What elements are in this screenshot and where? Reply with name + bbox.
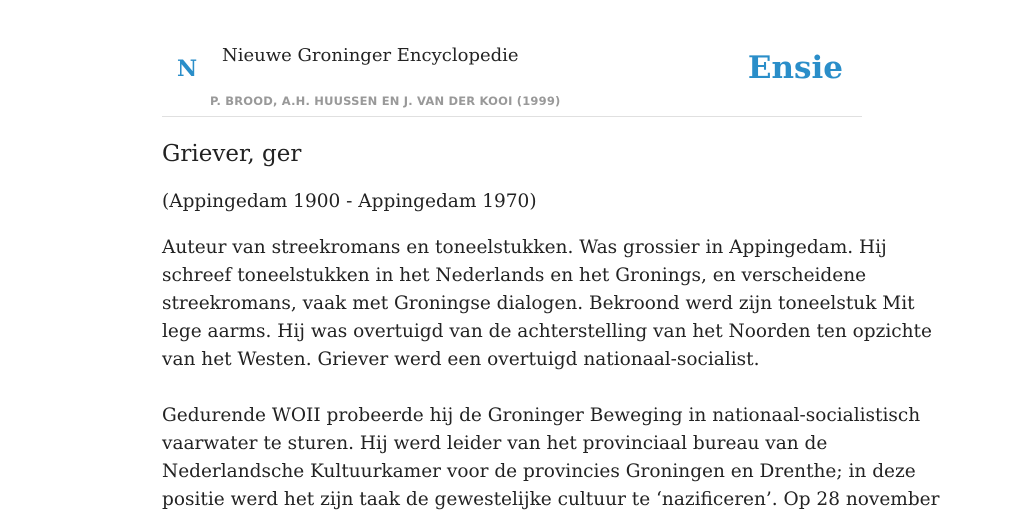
paragraph-line: Auteur van streekromans en toneelstukken. Was grossier in Appingedam. Hij xyxy=(162,237,887,258)
paragraph-line: positie werd het zijn taak de gewestelijke cultuur te ‘nazificeren’. Op 28 november xyxy=(162,489,940,510)
paragraph-line: vaarwater te sturen. Hij werd leider van het provinciaal bureau van de xyxy=(162,433,828,454)
header xyxy=(162,0,862,117)
paragraph-line: lege aarms. Hij was overtuigd van de achterstelling van het Noorden ten opzichte xyxy=(162,321,932,342)
paragraph-line: van het Westen. Griever werd een overtuigd nationaal-socialist. xyxy=(162,349,760,370)
paragraph-line: Nederlandsche Kultuurkamer voor de provincies Groningen en Drenthe; in deze xyxy=(162,461,916,482)
ensie-brand-logo[interactable]: Ensie xyxy=(747,50,843,86)
article-lifespan: (Appingedam 1900 - Appingedam 1970) xyxy=(162,191,537,212)
paragraph-line: streekromans, vaak met Groningse dialogen. Bekroond werd zijn toneelstuk Mit xyxy=(162,293,915,314)
article-title: Griever, ger xyxy=(162,141,302,167)
source-authors: P. BROOD, A.H. HUUSSEN EN J. VAN DER KOOI (1999) xyxy=(210,94,561,108)
source-logo[interactable]: N xyxy=(177,56,198,82)
article-paragraph xyxy=(162,402,940,512)
article-paragraph xyxy=(162,234,932,374)
article xyxy=(162,138,940,512)
paragraph-line: Gedurende WOII probeerde hij de Groninger Beweging in nationaal-socialistisch xyxy=(162,405,921,426)
source-title-link[interactable]: Nieuwe Groninger Encyclopedie xyxy=(222,45,519,66)
paragraph-line: schreef toneelstukken in het Nederlands en het Gronings, en verscheidene xyxy=(162,265,867,286)
